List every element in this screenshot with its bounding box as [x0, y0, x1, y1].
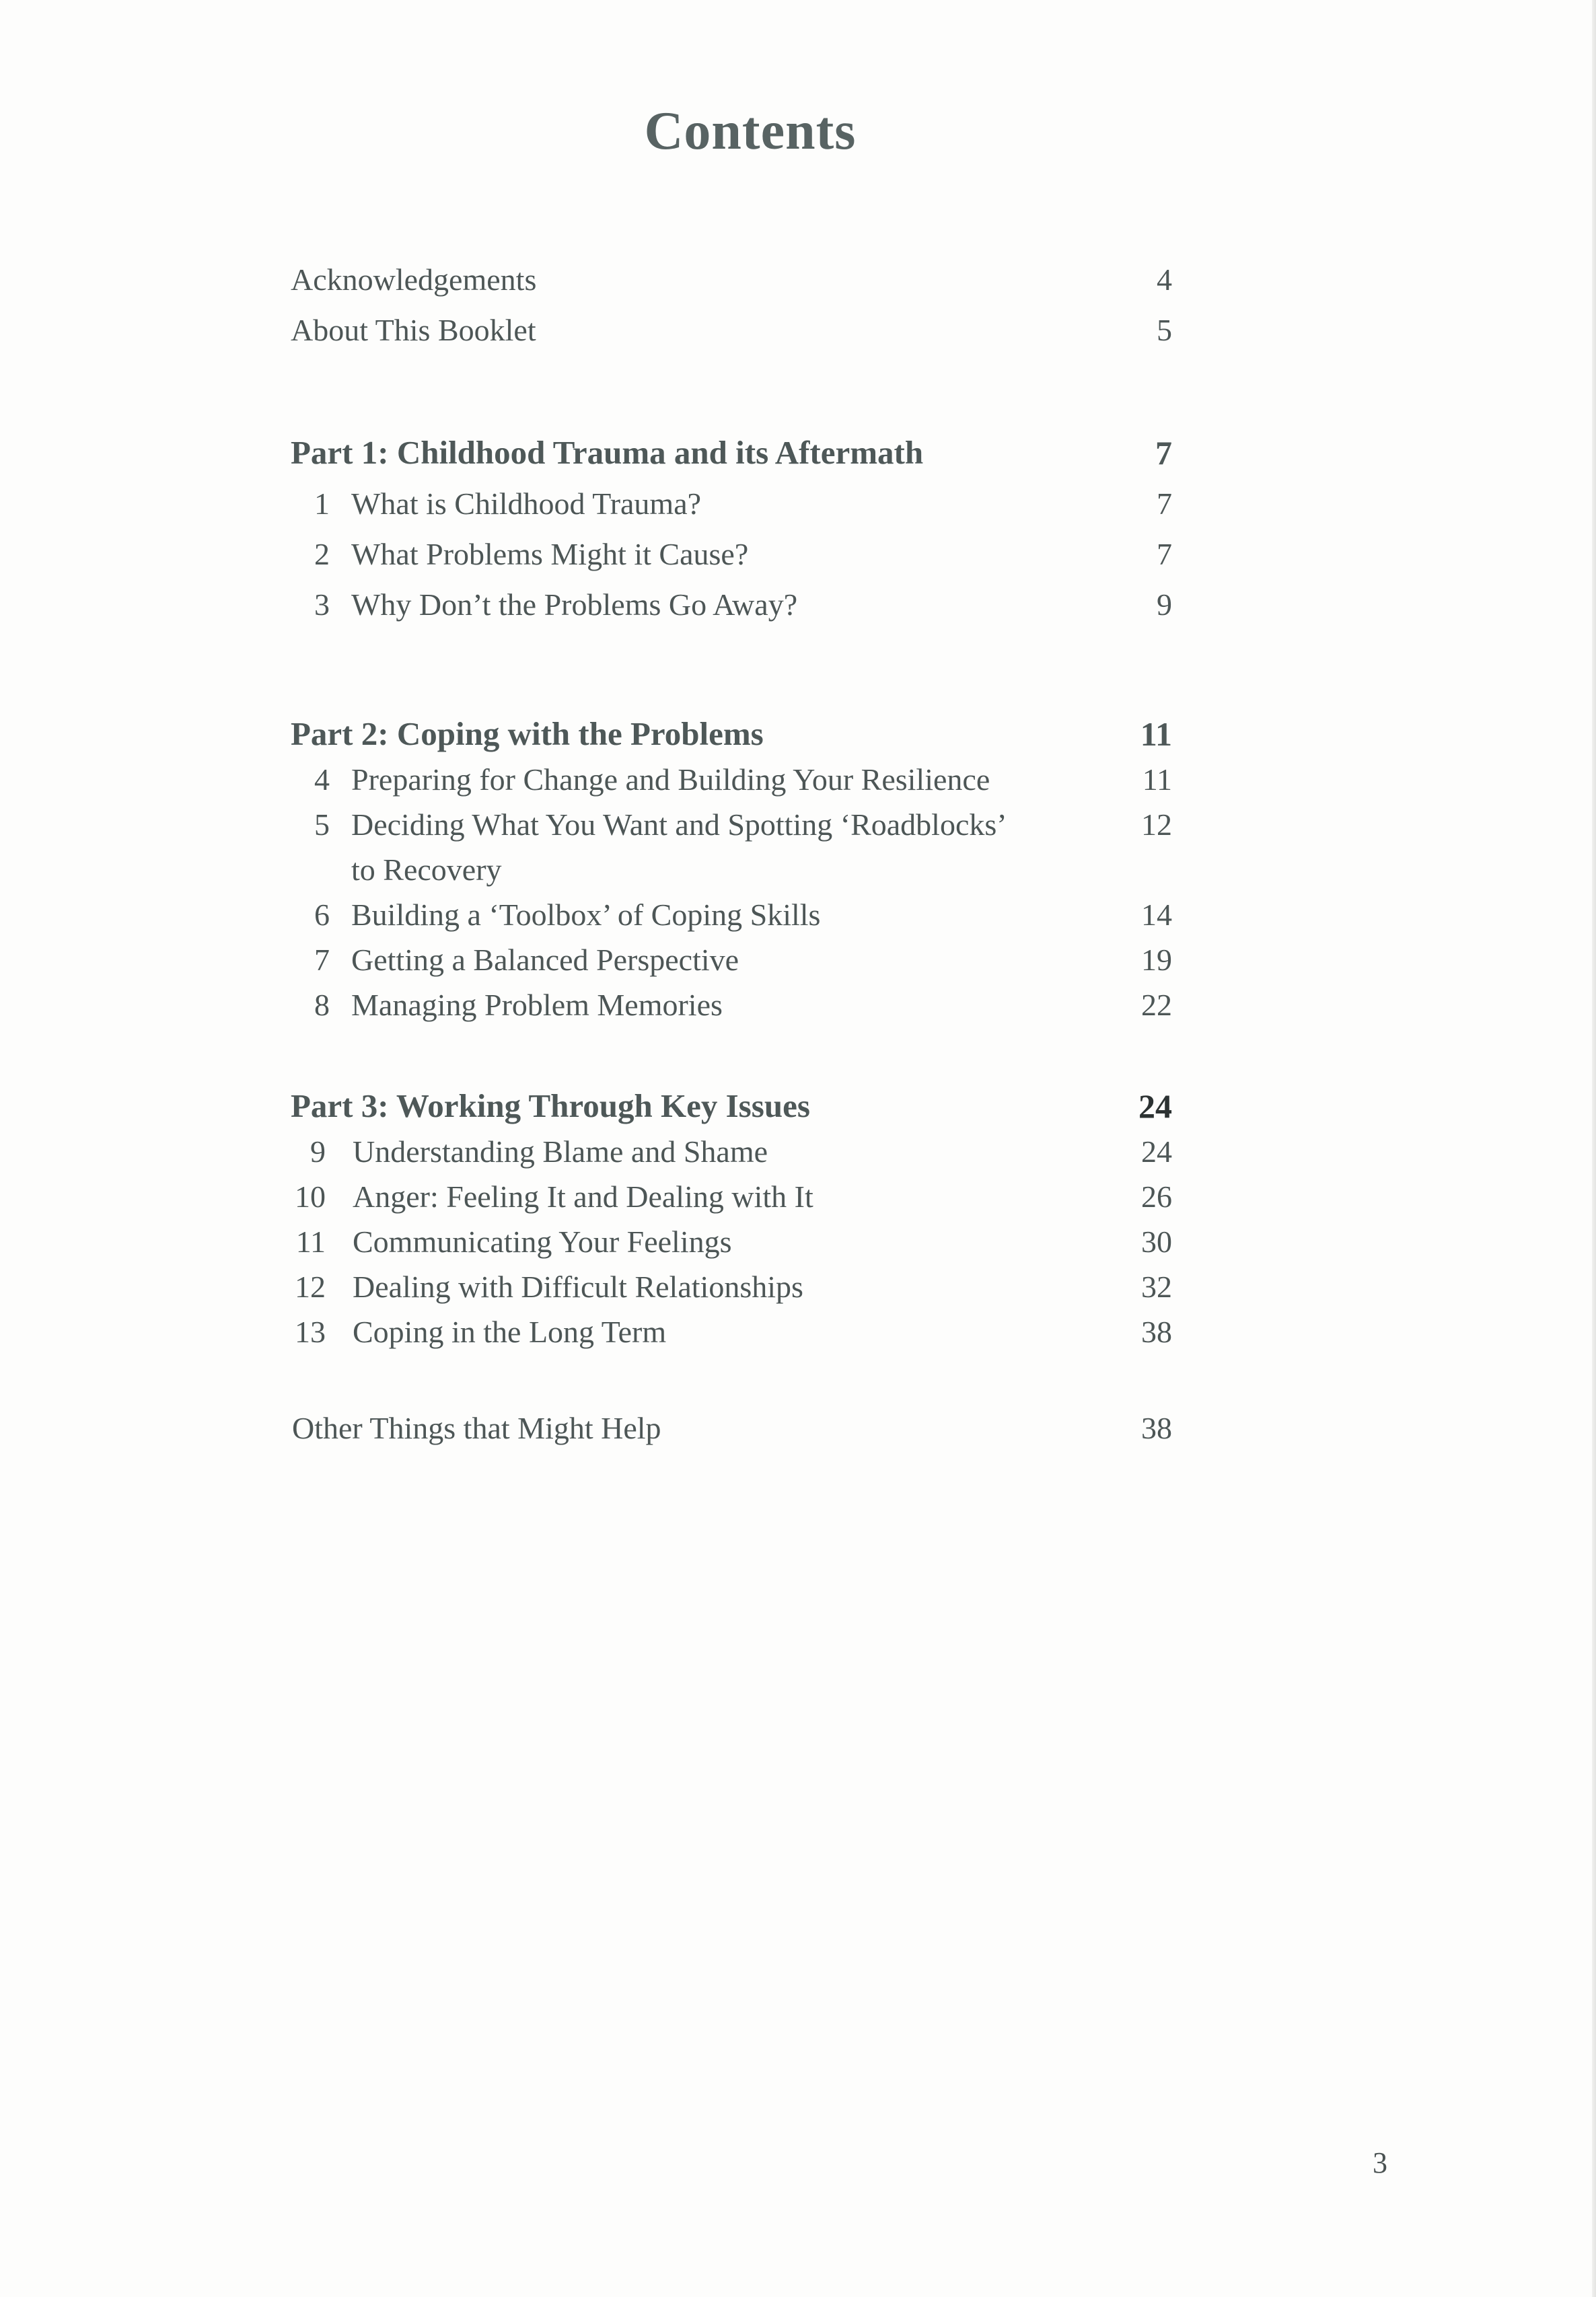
toc-chapter-page: 24 — [1141, 1134, 1172, 1169]
toc-chapter-page: 38 — [1141, 1315, 1172, 1349]
toc-chapter-page: 32 — [1141, 1270, 1172, 1304]
toc-chapter-1[interactable] — [291, 480, 1172, 527]
toc-chapter-2[interactable] — [291, 531, 1172, 578]
toc-chapter-number: 9 — [310, 1134, 326, 1169]
toc-entry-acknowledgements[interactable] — [291, 256, 1172, 303]
toc-part-label: Part 2: Coping with the Problems — [291, 715, 764, 752]
toc-chapter-page: 7 — [1157, 486, 1172, 521]
toc-chapter-label: Why Don’t the Problems Go Away? — [351, 587, 798, 622]
toc-chapter-page: 19 — [1141, 943, 1172, 977]
toc-chapter-page: 7 — [1157, 537, 1172, 571]
toc-chapter-label: What Problems Might it Cause? — [351, 537, 749, 571]
toc-chapter-number: 6 — [314, 898, 330, 932]
toc-chapter-number: 1 — [314, 486, 330, 521]
page-title: Contents — [644, 102, 857, 161]
toc-chapter-label: Managing Problem Memories — [351, 988, 723, 1022]
toc-chapter-label: What is Childhood Trauma? — [351, 486, 702, 521]
toc-chapter-13[interactable] — [291, 1309, 1172, 1356]
toc-chapter-number: 5 — [314, 807, 330, 842]
toc-part-label: Part 3: Working Through Key Issues — [291, 1087, 810, 1124]
toc-entry-label: Other Things that Might Help — [292, 1411, 661, 1445]
toc-chapter-label: Dealing with Difficult Relationships — [353, 1270, 803, 1304]
toc-part-2[interactable] — [291, 710, 1172, 758]
toc-entry-page: 4 — [1157, 262, 1172, 297]
toc-entry-label: Acknowledgements — [291, 262, 537, 297]
toc-chapter-12[interactable] — [291, 1264, 1172, 1311]
toc-chapter-number: 10 — [295, 1179, 326, 1214]
toc-chapter-page: 22 — [1141, 988, 1172, 1022]
toc-chapter-page: 14 — [1141, 898, 1172, 932]
toc-part-3[interactable] — [291, 1083, 1172, 1130]
toc-chapter-label: Deciding What You Want and Spotting ‘Roadblocks’ — [351, 807, 1007, 842]
toc-part-1[interactable] — [291, 429, 1172, 476]
toc-chapter-number: 13 — [295, 1315, 326, 1349]
page-number: 3 — [1373, 2146, 1387, 2179]
toc-chapter-number: 2 — [314, 537, 330, 571]
toc-entry-about-this-booklet[interactable] — [291, 307, 1172, 354]
toc-chapter-label: Understanding Blame and Shame — [353, 1134, 768, 1169]
toc-entry-page: 5 — [1157, 313, 1172, 347]
toc-chapter-label: Preparing for Change and Building Your Resilience — [351, 762, 990, 797]
toc-chapter-number: 11 — [295, 1225, 326, 1259]
toc-chapter-number: 3 — [314, 587, 330, 622]
toc-chapter-number: 4 — [314, 762, 330, 797]
toc-chapter-page: 30 — [1141, 1225, 1172, 1259]
toc-chapter-label: Communicating Your Feelings — [353, 1225, 732, 1259]
toc-chapter-4[interactable] — [291, 756, 1172, 803]
toc-chapter-3[interactable] — [291, 581, 1172, 628]
toc-chapter-number: 8 — [314, 988, 330, 1022]
toc-chapter-5[interactable] — [291, 801, 1172, 848]
toc-chapter-8[interactable] — [291, 982, 1172, 1029]
toc-entry-other-things[interactable] — [292, 1405, 1172, 1452]
toc-part-page: 7 — [1155, 434, 1172, 472]
toc-chapter-6[interactable] — [291, 891, 1172, 939]
toc-chapter-10[interactable] — [291, 1173, 1172, 1220]
toc-chapter-5-continuation: to Recovery — [351, 852, 502, 887]
toc-chapter-label: Coping in the Long Term — [353, 1315, 667, 1349]
toc-chapter-9[interactable] — [291, 1128, 1172, 1175]
toc-part-page: 11 — [1140, 715, 1172, 753]
toc-chapter-page: 12 — [1141, 807, 1172, 842]
toc-chapter-7[interactable] — [291, 937, 1172, 984]
toc-chapter-label: Getting a Balanced Perspective — [351, 943, 739, 977]
toc-chapter-page: 9 — [1157, 587, 1172, 622]
toc-chapter-page: 11 — [1142, 762, 1172, 797]
toc-chapter-label: Building a ‘Toolbox’ of Coping Skills — [351, 898, 821, 932]
toc-chapter-11[interactable] — [291, 1218, 1172, 1266]
toc-part-label: Part 1: Childhood Trauma and its Aftermath — [291, 434, 924, 471]
toc-chapter-number: 7 — [314, 943, 330, 977]
toc-chapter-page: 26 — [1141, 1179, 1172, 1214]
toc-entry-label: About This Booklet — [291, 313, 536, 347]
toc-chapter-number: 12 — [295, 1270, 326, 1304]
toc-entry-page: 38 — [1141, 1411, 1172, 1445]
toc-chapter-label: Anger: Feeling It and Dealing with It — [353, 1179, 813, 1214]
toc-part-page: 24 — [1138, 1087, 1172, 1125]
